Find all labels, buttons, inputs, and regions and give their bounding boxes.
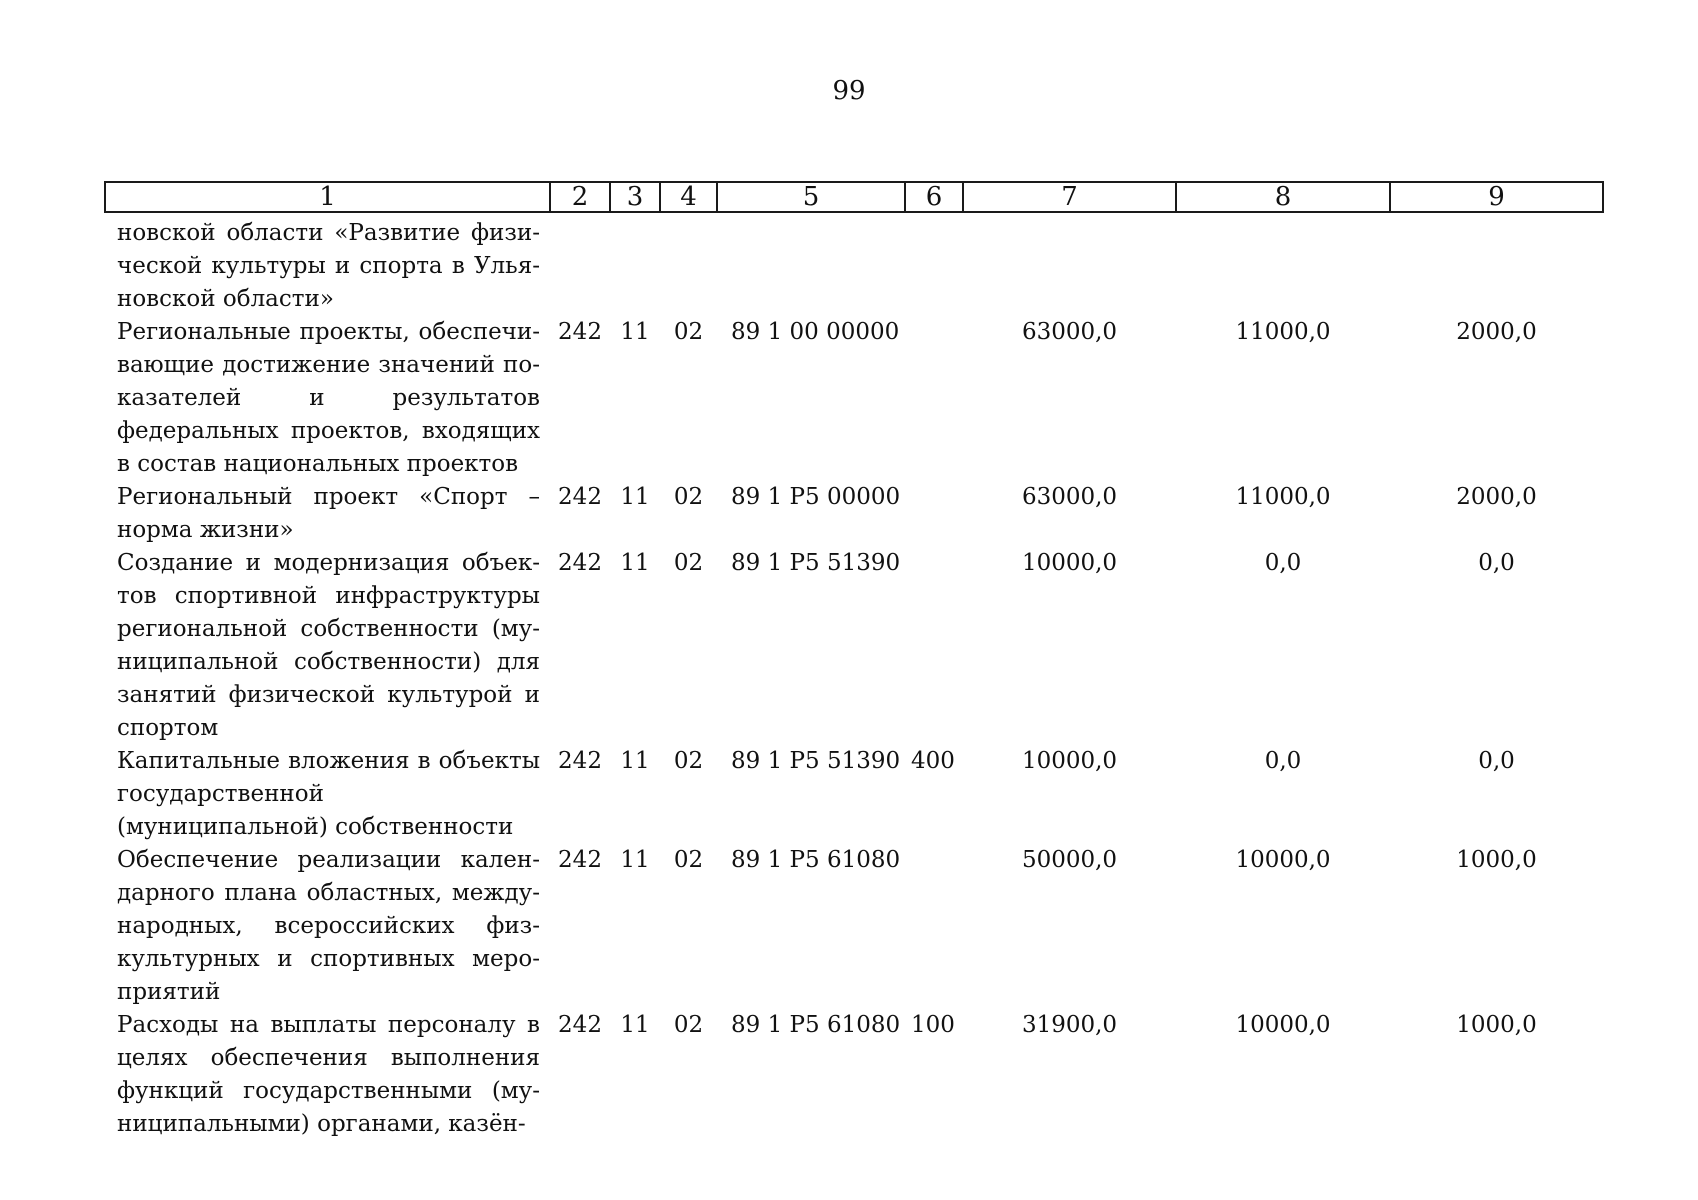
row-section: 11 — [620, 550, 650, 576]
row-expense-type — [905, 316, 963, 481]
row-section — [610, 212, 660, 316]
table-row — [105, 1009, 1603, 1141]
row-expense-type: 400 — [911, 748, 955, 774]
row-subsection: 02 — [673, 847, 704, 873]
row-name: новской области «Развитие физической культуры и спорта в Ульяновской области» — [117, 220, 540, 312]
row-subsection: 02 — [673, 748, 704, 774]
row-target-article: 89 1 P5 61080 — [731, 847, 901, 873]
row-target-article: 89 1 P5 00000 — [731, 484, 901, 510]
row-sum-col7: 10000,0 — [1021, 550, 1118, 576]
column-header: 8 — [1176, 182, 1390, 212]
row-grbs — [550, 212, 610, 316]
row-sum-col9: 1000,0 — [1456, 847, 1537, 873]
row-subsection: 02 — [673, 1012, 704, 1038]
row-grbs: 242 — [558, 550, 602, 576]
column-header: 1 — [105, 182, 550, 212]
row-section: 11 — [620, 748, 650, 774]
row-sum-col7: 10000,0 — [1021, 748, 1118, 774]
row-subsection: 02 — [673, 550, 704, 576]
column-header: 5 — [717, 182, 905, 212]
column-header: 3 — [610, 182, 660, 212]
row-grbs: 242 — [558, 1012, 602, 1038]
table-row — [105, 547, 1603, 745]
row-section: 11 — [620, 319, 650, 345]
row-sum-col7: 63000,0 — [1021, 319, 1118, 345]
row-sum-col8: 11000,0 — [1235, 319, 1331, 345]
row-section: 11 — [620, 484, 650, 510]
row-name: Создание и модернизация объектов спортивной инфраструктуры региональной собственности (муниципальной собственности) для занятий физической культурой и спортом — [117, 550, 540, 741]
row-target-article: 89 1 00 00000 — [731, 319, 900, 345]
row-name: Расходы на выплаты персоналу в целях обеспечения выполнения функций государственными (муниципальными) органами, казён- — [117, 1012, 540, 1137]
row-sum-col9 — [1390, 212, 1603, 316]
row-sum-col8: 10000,0 — [1235, 847, 1331, 873]
row-grbs: 242 — [558, 319, 602, 345]
row-sum-col7: 50000,0 — [1021, 847, 1118, 873]
row-expense-type — [905, 481, 963, 547]
row-sum-col9: 0,0 — [1478, 550, 1515, 576]
row-grbs: 242 — [558, 847, 602, 873]
row-expense-type — [905, 547, 963, 745]
row-sum-col7 — [963, 212, 1176, 316]
row-sum-col7: 63000,0 — [1021, 484, 1118, 510]
row-name: Капитальные вложения в объекты государственной (муниципальной) собственности — [117, 748, 540, 840]
row-sum-col9: 1000,0 — [1456, 1012, 1537, 1038]
row-subsection: 02 — [673, 319, 704, 345]
table-row — [105, 745, 1603, 844]
row-sum-col8: 11000,0 — [1235, 484, 1331, 510]
row-sum-col9: 2000,0 — [1456, 319, 1537, 345]
row-sum-col8: 0,0 — [1264, 748, 1302, 774]
row-expense-type: 100 — [911, 1012, 955, 1038]
row-grbs: 242 — [558, 748, 602, 774]
row-name: Обеспечение реализации календарного плана областных, международных, всероссийских физкультурных и спортивных мероприятий — [117, 847, 540, 1005]
row-sum-col7: 31900,0 — [1021, 1012, 1118, 1038]
row-sum-col9: 2000,0 — [1456, 484, 1537, 510]
page-number: 99 — [832, 76, 866, 106]
row-target-article: 89 1 P5 51390 — [731, 550, 901, 576]
row-name: Региональные проекты, обеспечивающие достижение значений показателей и результатов федеральных проектов, входящих в состав национальных проектов — [117, 319, 540, 477]
column-header: 9 — [1390, 182, 1603, 212]
table-row — [105, 316, 1603, 481]
row-name: Региональный проект «Спорт – норма жизни» — [117, 484, 540, 543]
row-target-article: 89 1 P5 51390 — [731, 748, 901, 774]
table-row — [105, 844, 1603, 1009]
row-grbs: 242 — [558, 484, 602, 510]
row-section: 11 — [620, 847, 650, 873]
row-target-article: 89 1 P5 61080 — [731, 1012, 901, 1038]
row-expense-type — [905, 844, 963, 1009]
table-row — [105, 212, 1603, 316]
budget-table — [104, 181, 1604, 1141]
row-sum-col8: 0,0 — [1264, 550, 1302, 576]
column-header: 7 — [963, 182, 1176, 212]
row-subsection — [660, 212, 717, 316]
row-sum-col8: 10000,0 — [1235, 1012, 1331, 1038]
row-section: 11 — [620, 1012, 650, 1038]
column-header: 2 — [550, 182, 610, 212]
row-sum-col9: 0,0 — [1478, 748, 1515, 774]
table-header-row — [105, 182, 1603, 212]
row-target-article — [717, 212, 905, 316]
column-header: 6 — [905, 182, 963, 212]
row-expense-type — [905, 212, 963, 316]
row-sum-col8 — [1176, 212, 1390, 316]
table-row — [105, 481, 1603, 547]
row-subsection: 02 — [673, 484, 704, 510]
column-header: 4 — [660, 182, 717, 212]
